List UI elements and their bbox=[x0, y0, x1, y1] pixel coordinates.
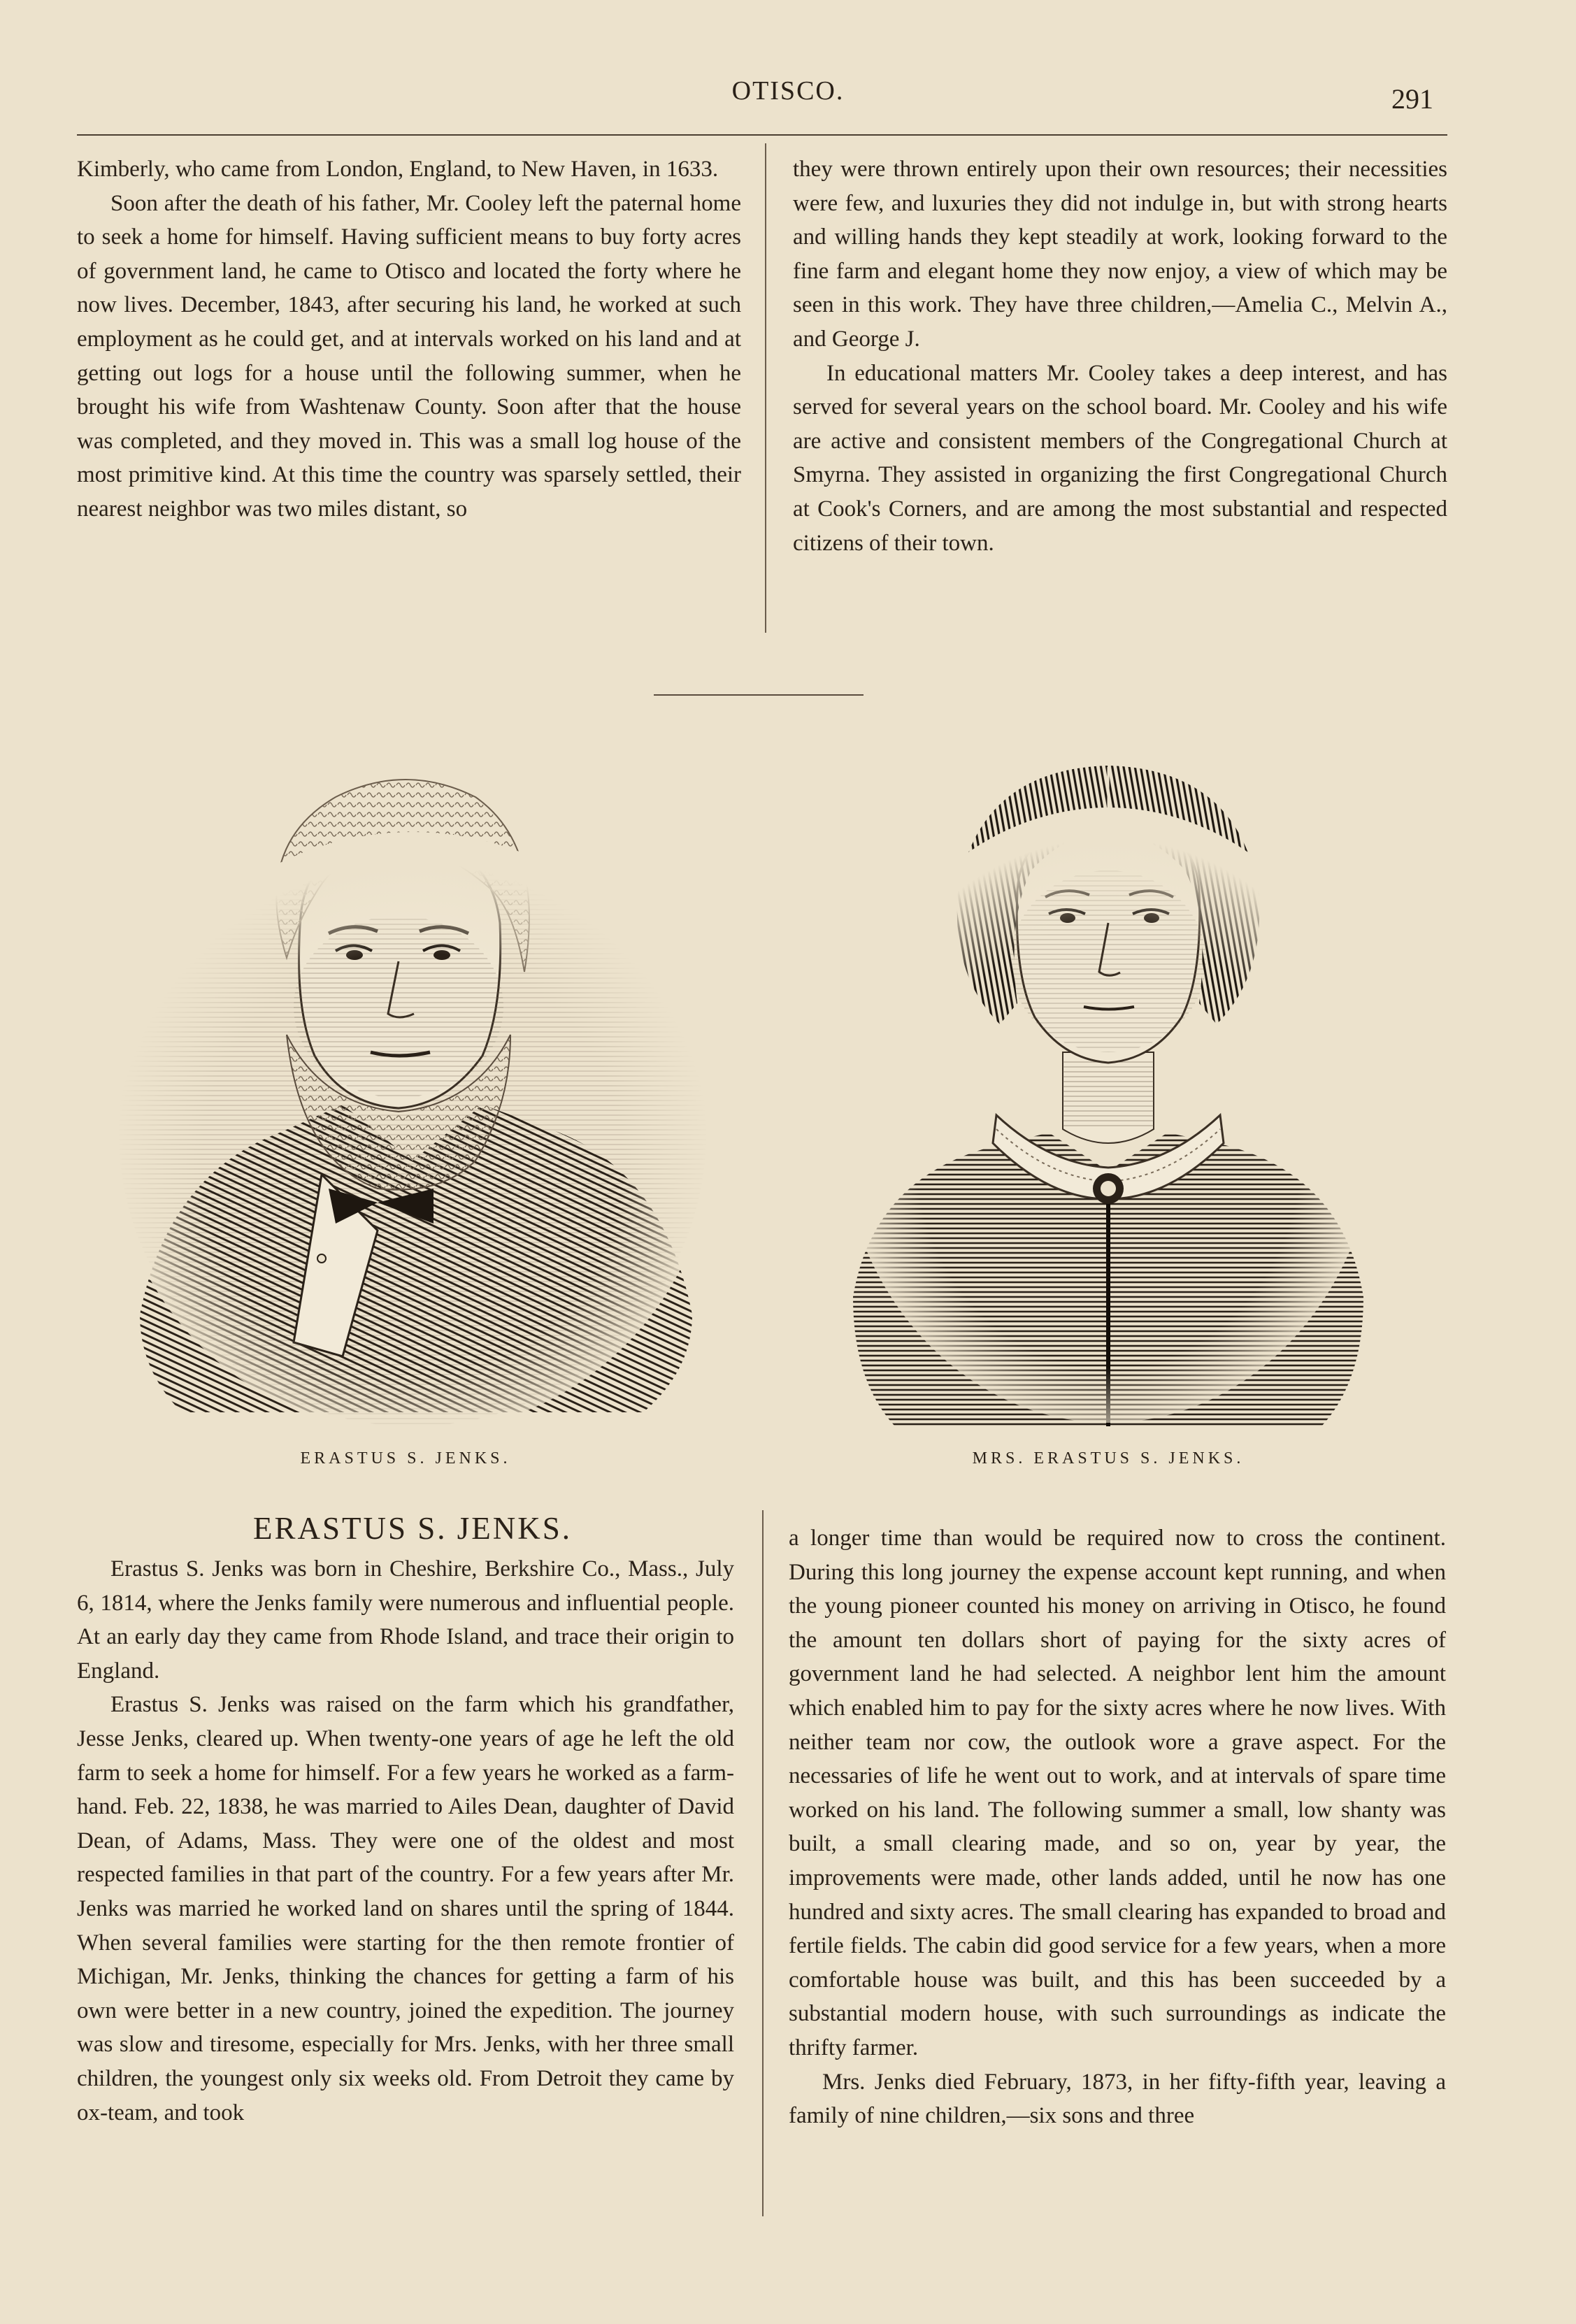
portrait-erastus-jenks bbox=[112, 741, 713, 1426]
paragraph: Kimberly, who came from London, England, to New Haven, in 1633. bbox=[77, 157, 719, 182]
paragraph: a longer time than would be required now to cross the continent. During this long journey the expense account kept running, and when the young pioneer counted his money on arriving in Otisco, he found the amount ten dollars short of paying for the sixty acres of government land he had selected. A neighbor lent him the amount which enabled him to pay for the sixty acres where he now lives. With neither team nor cow, the outlook wore a grave aspect. For the necessaries of life he went out to work, and at intervals of spare time worked on his land. The following summer a small, low shanty was built, a small clearing made, and so on, year by year, the improvements were made, other lands added, until he now has one hundred and sixty acres. The small clearing has expanded to broad and fertile fields. The cabin did good service for a few years, when a more comfortable house was built, and this has been succeeded by a substantial modern house, with such surroundings as indicate the thrifty farmer. bbox=[789, 1526, 1446, 2060]
section-rule bbox=[654, 694, 864, 696]
portrait-caption-right: MRS. ERASTUS S. JENKS. bbox=[972, 1449, 1245, 1468]
paragraph: Erastus S. Jenks was raised on the farm which his grandfather, Jesse Jenks, cleared up. When twenty-one years of age he left the old farm to seek a home for himself. For a few years he worked as a farm-hand. Feb. 22, 1838, he was married to Ailes Dean, daughter of David Dean, of Adams, Mass. They were one of the oldest and most respected families in that part of the country. For a few years after Mr. Jenks was married he worked land on shares until the spring of 1844. When several families were starting for the then remote frontier of Michigan, Mr. Jenks, thinking the chances for getting a farm of his own were better in a new country, joined the expedition. The journey was slow and tiresome, especially for Mrs. Jenks, with her three small children, the youngest only six weeks old. From Detroit they came by ox-team, and took bbox=[77, 1692, 734, 2125]
paragraph: Soon after the death of his father, Mr. Cooley left the paternal home to seek a home for himself. Having sufficient means to buy forty acres of government land, he came to Otisco and located the forty where he now lives. December, 1843, after securing his land, he worked at such employment as he could get, and at intervals worked on his land and at getting out logs for a house until the following summer, when he brought his wife from Washtenaw County. Soon after that the house was completed, and they moved in. This was a small log house of the most primitive kind. At this time the country was sparsely settled, their nearest neighbor was two miles distant, so bbox=[77, 190, 741, 522]
page-number: 291 bbox=[1391, 83, 1433, 115]
column-divider-bottom bbox=[762, 1510, 764, 2216]
top-right-column bbox=[793, 152, 1447, 560]
paragraph: In educational matters Mr. Cooley takes a deep interest, and has served for several years on the school board. Mr. Cooley and his wife are active and consistent members of the Congregational Church at Smyrna. They assisted in organizing the first Congregational Church at Cook's Corners, and are among the most substantial and respected citizens of their town. bbox=[793, 360, 1447, 556]
top-left-column bbox=[77, 152, 741, 526]
column-divider-top bbox=[765, 143, 766, 633]
bottom-left-column bbox=[77, 1552, 734, 2130]
bottom-right-column bbox=[789, 1521, 1446, 2133]
paragraph: Erastus S. Jenks was born in Cheshire, Berkshire Co., Mass., July 6, 1814, where the Jenks family were numerous and influential people. At an early day they came from Rhode Island, and trace their origin to England. bbox=[77, 1556, 734, 1684]
paragraph: Mrs. Jenks died February, 1873, in her fifty-fifth year, leaving a family of nine children,—six sons and three bbox=[789, 2069, 1446, 2129]
running-title: OTISCO. bbox=[731, 76, 845, 106]
portrait-mrs-erastus-jenks bbox=[839, 752, 1377, 1426]
portrait-caption-left: ERASTUS S. JENKS. bbox=[300, 1449, 511, 1468]
paragraph: they were thrown entirely upon their own resources; their necessities were few, and luxuries they did not indulge in, but with strong hearts and willing hands they kept steadily at work, looking forward to the fine farm and elegant home they now enjoy, a view of which may be seen in this work. They have three children,—Amelia C., Melvin A., and George J. bbox=[793, 157, 1447, 352]
header-rule bbox=[77, 134, 1447, 136]
section-title: ERASTUS S. JENKS. bbox=[252, 1511, 573, 1546]
